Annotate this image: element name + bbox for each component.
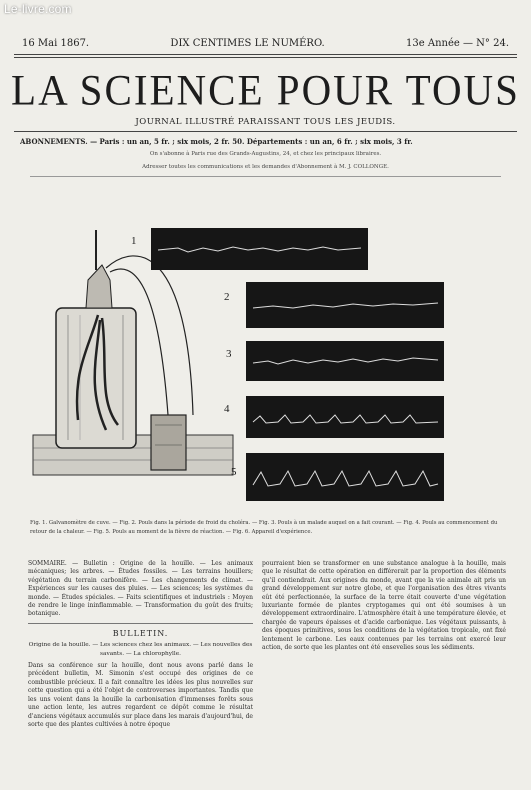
address-rule [30, 176, 501, 177]
masthead-subtitle: JOURNAL ILLUSTRÉ PARAISSANT TOUS LES JEUDIS. [135, 117, 396, 127]
right-column [262, 560, 506, 652]
issue-number: 13e Année — N° 24. [406, 38, 509, 49]
trace-label-5: 5 [231, 466, 237, 478]
trace-panel-4 [246, 396, 444, 438]
bulletin-subtitle: Origine de la houille. — Les sciences chez les animaux. — Les nouvelles des savants. — La chlorophylle. [28, 642, 253, 657]
address-line: Adresser toutes les communications et les demandes d'Abonnement à M. J. COLLONGE. [142, 164, 389, 170]
trace-label-3: 3 [226, 348, 232, 360]
summary-paragraph: SOMMAIRE. — Bulletin : Origine de la houille. — Les animaux mécaniques; les arbres. — Études fossiles. — Les terrains houillers; végétation du terrain carbonifère. — Les changements de climat. — Expériences sur les causes des pluies. — Les sciences; les systèmes du monde. — Études spéciales. — Faits scientifiques et industriels : Moyen de rendre le linge ininflammable. — Transformation du goût des fruits; botanique. [28, 560, 253, 618]
price-notice: DIX CENTIMES LE NUMÉRO. [170, 38, 325, 49]
column-divider [28, 623, 253, 624]
figure-caption: Fig. 1. Galvanomètre de cuve. — Fig. 2. Pouls dans la période de froid du choléra. — Fig. 3. Pouls à un malade auquel on a fait courant. — Fig. 4. Pouls au commencement du retour de la chaleur. — Fig. 5. Pouls au moment de la fièvre de réaction. — Fig. 6. Appareil d'expérience. [30, 520, 498, 535]
header-rule-top [14, 54, 517, 55]
bulletin-body: Dans sa conférence sur la houille, dont nous avons parlé dans le précédent bulletin, M. Simonin s'est occupé des origines de ce combustible précieux. Il a fait connaître les idées les plus nouvelles sur cette question qui a été l'objet de controverses importantes. Tandis que les uns voient dans la houille la carbonisation d'immenses forêts sous une action lente, les autres regardent ce dépôt comme le résultat d'anciens végétaux accumulés sur place dans les marais d'aujourd'hui, de sorte que des plantes cultivées à notre époque [28, 662, 253, 728]
masthead-rule [14, 131, 517, 132]
left-column [28, 560, 253, 729]
issue-date: 16 Mai 1867. [22, 38, 90, 49]
header-line [22, 38, 509, 49]
trace-label-1: 1 [131, 235, 137, 247]
distribution-line: On s'abonne à Paris rue des Grands-Augustins, 24, et chez les principaux libraires. [149, 151, 382, 157]
watermark: Le-livre.com [4, 2, 72, 16]
engraving-figure [28, 220, 498, 510]
right-body: pourraient bien se transformer en une substance analogue à la houille, mais que le résultat de cette opération en différerait par la proportion des éléments qu'il contiendrait. Aux origines du monde, avant que la vie animale ait pris un grand développement sur notre globe, et que l'organisation des êtres vivants eût été perfectionnée, la surface de la terre était couverte d'une végétation luxuriante formée de plantes cryptogames qui ont été soumises à un développement extraordinaire. L'atmosphère était à une température élevée, et chargée de vapeurs épaisses et d'acide carbonique. Les végétaux puissants, à des époques primitives, sous les conditions de la végétation tropicale, ont fixé lentement le carbone. Les eaux contenues par les terrains ont exercé leur action, de sorte que les plantes ont été ensevelies sous les sédiments. [262, 560, 506, 652]
subscription-line: ABONNEMENTS. — Paris : un an, 5 fr. ; six mois, 2 fr. 50. Départements : un an, 6 fr. ; six mois, 3 fr. [20, 137, 413, 146]
masthead-title: LA SCIENCE POUR TOUS [11, 65, 520, 115]
header-rule-bottom [14, 57, 517, 58]
trace-label-2: 2 [224, 291, 230, 303]
trace-label-4: 4 [224, 403, 230, 415]
bulletin-title: BULLETIN. [112, 628, 169, 638]
